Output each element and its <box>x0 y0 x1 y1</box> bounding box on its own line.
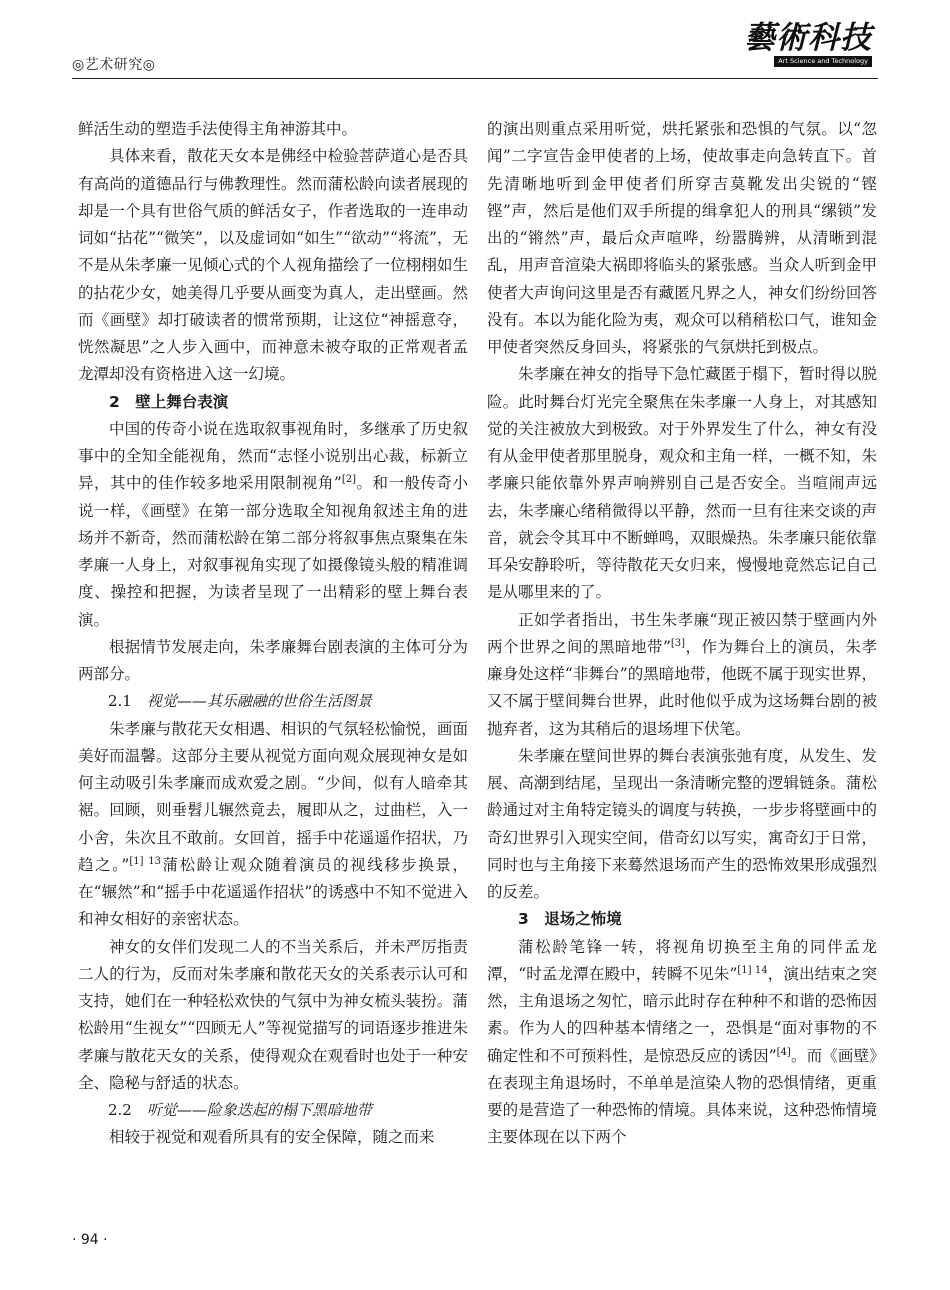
section-title: 壁上舞台表演 <box>135 392 229 411</box>
paragraph <box>487 607 877 743</box>
section-heading <box>487 906 877 933</box>
subsection-title: 视觉——其乐融融的世俗生活图景 <box>146 692 372 711</box>
subsection-heading <box>78 1097 468 1124</box>
paragraph: 的演出则重点采用听觉，烘托紧张和恐惧的气氛。以“忽闻”二字宣告金甲使者的上场，使故事走向急转直下。首先清晰地听到金甲使者们所穿吉莫靴发出尖锐的“铿铿”声，然后是他们双手所提的缉拿犯人的刑具“缧锁”发出的“锵然”声，最后众声喧哗，纷嚣腾辨，从清晰到混乱，用声音渲染大祸即将临头的紧张感。当众人听到金甲使者大声询问这里是否有藏匿凡界之人，神女们纷纷回答没有。本以为能化险为夷，观众可以稍稍松口气，谁知金甲使者突然反身回头，将紧张的气氛烘托到极点。 <box>487 120 877 356</box>
section-number: 2 <box>109 392 120 411</box>
paragraph-text: ，作为舞台上的演员，朱孝廉身处这样“非舞台”的黑暗地带，他既不属于现实世界，又不属于壁间舞台世界，此时他似乎成为这场舞台剧的被抛弃者，这为其稍后的退场埋下伏笔。 <box>487 637 877 738</box>
citation-ref: [4] <box>776 1046 791 1058</box>
citation-ref: [3] <box>670 637 686 649</box>
section-number: 3 <box>518 910 529 929</box>
subsection-number: 2.2 <box>108 1101 132 1119</box>
paragraph: 根据情节发展走向，朱孝廉舞台剧表演的主体可分为两部分。 <box>78 637 468 683</box>
paragraph-text: 。和一般传奇小说一样，《画壁》在第一部分选取全知视角叙述主角的进场并不新奇，然而蒲松龄在第二部分将叙事焦点聚集在朱孝廉一人身上，对叙事视角实现了如摄像镜头般的精准调度、操控和把握，为读者呈现了一出精彩的壁上舞台表演。 <box>78 474 468 629</box>
journal-logo-chinese: 藝術科技 <box>744 20 872 56</box>
paragraph-text: 蒲松龄笔锋一转，将视角切换至主角的同伴孟龙潭，“时孟龙潭在殿中，转瞬不见朱” <box>487 937 877 983</box>
citation-ref: [2] <box>341 474 357 486</box>
section-title: 退场之怖境 <box>544 910 622 929</box>
journal-section-label: ◎艺术研究◎ <box>72 57 156 73</box>
subsection-title: 听觉——险象迭起的榻下黑暗地带 <box>146 1101 372 1119</box>
paragraph: 相较于视觉和观看所具有的安全保障，随之而来 <box>109 1128 435 1147</box>
citation-ref: [1] 13 <box>129 855 161 867</box>
journal-logo <box>732 20 872 70</box>
right-column <box>487 116 877 1152</box>
subsection-heading <box>78 688 468 715</box>
left-column <box>78 116 468 1152</box>
paragraph: 具体来看，散花天女本是佛经中检验菩萨道心是否具有高尚的道德品行与佛教理性。然而蒲松龄向读者展现的却是一个具有世俗气质的鲜活女子，作者选取的一连串动词如“拈花”“微笑”，以及虚词如“如生”“欲动”“将流”，无不是从朱孝廉一见倾心式的个人视角描绘了一位栩栩如生的拈花少女，她美得几乎要从画变为真人，走出壁画。然而《画壁》却打破读者的惯常预期，让这位“神摇意夺，恍然凝思”之人步入画中，而神意未被夺取的正常观者孟龙潭却没有资格进入这一幻境。 <box>78 147 468 384</box>
paragraph-text: 蒲松龄让观众随着演员的视线移步换景，在“辗然”和“摇手中花遥遥作招状”的诱惑中不知不觉进入和神女相好的亲密状态。 <box>78 855 468 929</box>
header-rule <box>72 78 878 79</box>
paragraph-text: 朱孝廉与散花天女相遇、相识的气氛轻松愉悦，画面美好而温馨。这部分主要从视觉方面向观众展现神女是如何主动吸引朱孝廉而成欢爱之剧。“少间，似有人暗牵其裾。回顾，则垂髫儿辗然竟去，履即从之，过曲栏，入一小舍，朱次且不敢前。女回首，摇手中花遥遥作招状，乃趋之。” <box>78 719 468 874</box>
subsection-number: 2.1 <box>108 692 132 711</box>
paragraph-text: 正如学者指出，书生朱孝廉“现正被囚禁于壁画内外两个世界之间的黑暗地带” <box>487 610 877 656</box>
paragraph: 神女的女伴们发现二人的不当关系后，并未严厉指责二人的行为，反而对朱孝廉和散花天女的关系表示认可和支持，她们在一种轻松欢快的气氛中为神女梳头装扮。蒲松龄用“生视女”“四顾无人”等视觉描写的词语逐步推进朱孝廉与散花天女的关系，使得观众在观看时也处于一种安全、隐秘与舒适的状态。 <box>78 937 468 1092</box>
paragraph <box>487 934 877 1152</box>
paragraph-text: 中国的传奇小说在选取叙事视角时，多继承了历史叙事中的全知全能视角，然而“志怪小说别出心裁，标新立异，其中的佳作较多地采用限制视角” <box>78 419 468 493</box>
citation-ref: [1] 14 <box>737 964 768 976</box>
paragraph <box>78 416 468 634</box>
paragraph <box>78 716 468 934</box>
section-heading <box>78 389 468 416</box>
paragraph-text: ，演出结束之突然，主角退场之匆忙，暗示此时存在种种不和谐的恐怖因素。作为人的四种基本情绪之一，恐惧是“面对事物的不确定性和不可预料性，是惊恐反应的诱因” <box>487 964 877 1065</box>
page-number: · 94 · <box>72 1232 108 1248</box>
paragraph: 朱孝廉在神女的指导下急忙藏匿于榻下，暂时得以脱险。此时舞台灯光完全聚焦在朱孝廉一人身上，对其感知觉的关注被放大到极致。对于外界发生了什么，神女有没有从金甲使者那里脱身，观众和主角一样，一概不知，朱孝廉只能依靠外界声响辨别自己是否安全。当喧闹声远去，朱孝廉心绪稍微得以平静，然而一旦有往来交谈的声音，就会令其耳中不断蝉鸣，双眼燥热。朱孝廉只能依靠耳朵安静聆听，等待散花天女归来，慢慢地竟然忘记自己是从哪里来的了。 <box>487 365 877 602</box>
journal-logo-english: Art Science and Technology <box>774 56 872 67</box>
paragraph: 朱孝廉在壁间世界的舞台表演张弛有度，从发生、发展、高潮到结尾，呈现出一条清晰完整的逻辑链条。蒲松龄通过对主角特定镜头的调度与转换，一步步将壁画中的奇幻世界引入现实空间，借奇幻以写实，寓奇幻于日常，同时也与主角接下来蓦然退场而产生的恐怖效果形成强烈的反差。 <box>487 746 877 901</box>
paragraph-text: 。而《画壁》在表现主角退场时，不单单是渲染人物的恐惧情绪，更重要的是营造了一种恐怖的情境。具体来说，这种恐怖情境主要体现在以下两个 <box>487 1046 877 1147</box>
paragraph: 鲜活生动的塑造手法使得主角神游其中。 <box>78 120 358 138</box>
